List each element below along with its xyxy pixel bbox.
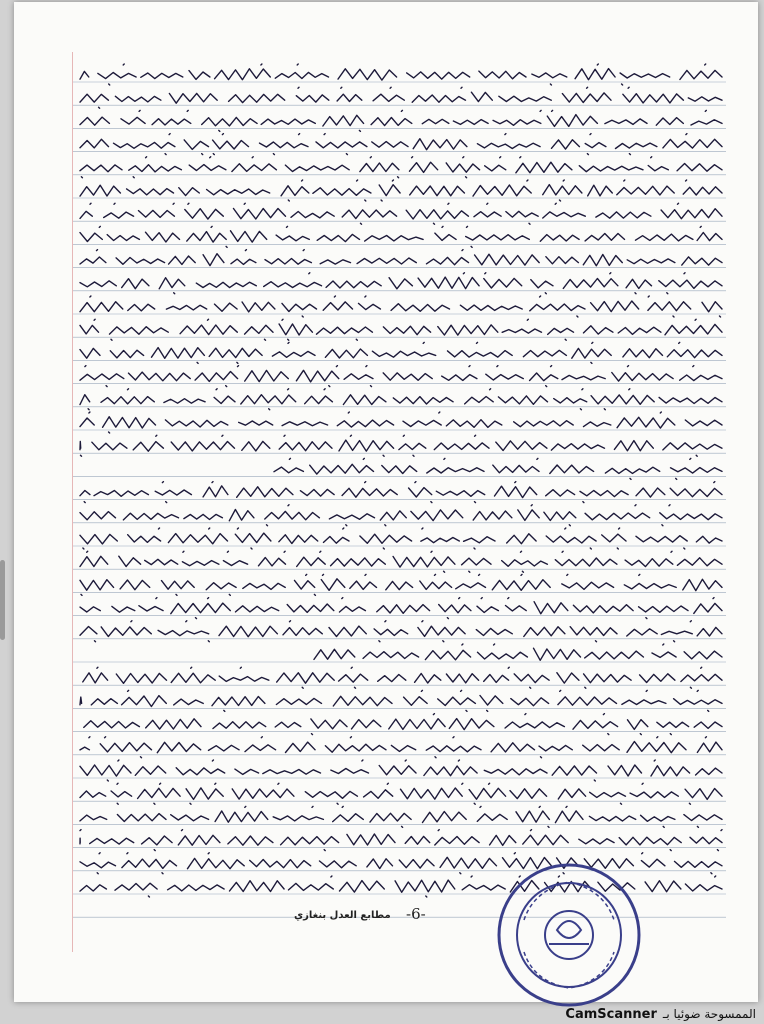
handwritten-line <box>80 574 722 595</box>
handwritten-line <box>80 412 722 433</box>
handwritten-line <box>80 505 722 526</box>
handwritten-line <box>80 180 722 201</box>
page-number: -6- <box>406 905 426 923</box>
handwritten-line <box>80 203 722 224</box>
scrollbar[interactable] <box>0 560 5 640</box>
handwritten-line <box>83 667 722 688</box>
handwritten-line <box>274 458 722 479</box>
handwritten-line <box>314 644 722 660</box>
handwritten-line <box>80 482 722 503</box>
handwritten-line <box>80 319 722 340</box>
handwritten-line <box>80 598 722 619</box>
handwritten-line <box>80 551 722 572</box>
handwritten-line <box>80 157 722 178</box>
handwritten-line <box>80 806 722 827</box>
handwritten-line <box>80 528 722 549</box>
handwritten-line <box>80 250 722 266</box>
handwritten-line <box>80 366 722 387</box>
handwritten-line <box>80 342 722 363</box>
watermark-brand: CamScanner <box>565 1007 657 1022</box>
handwritten-line <box>80 621 722 642</box>
handwritten-line <box>80 783 722 804</box>
handwritten-line <box>80 87 722 108</box>
handwritten-text <box>14 2 758 1002</box>
handwritten-line <box>80 389 722 410</box>
scanned-page <box>14 2 758 1002</box>
handwritten-line <box>80 296 722 317</box>
camscanner-watermark <box>565 1007 756 1022</box>
handwritten-line <box>80 830 722 851</box>
handwritten-line <box>80 435 722 456</box>
handwritten-line <box>80 737 722 758</box>
watermark-arabic: الممسوحة ضوئيا بـ <box>662 1007 756 1021</box>
handwritten-line <box>80 226 722 247</box>
court-stamp-icon <box>494 860 644 1010</box>
handwritten-line <box>80 134 722 155</box>
handwritten-line <box>80 690 722 711</box>
handwritten-line <box>84 714 722 735</box>
printer-footer: مطابع العدل بنغازي <box>294 910 391 921</box>
handwritten-line <box>80 273 722 294</box>
handwritten-line <box>80 760 722 781</box>
handwritten-line <box>80 64 722 85</box>
handwritten-line <box>80 110 722 131</box>
